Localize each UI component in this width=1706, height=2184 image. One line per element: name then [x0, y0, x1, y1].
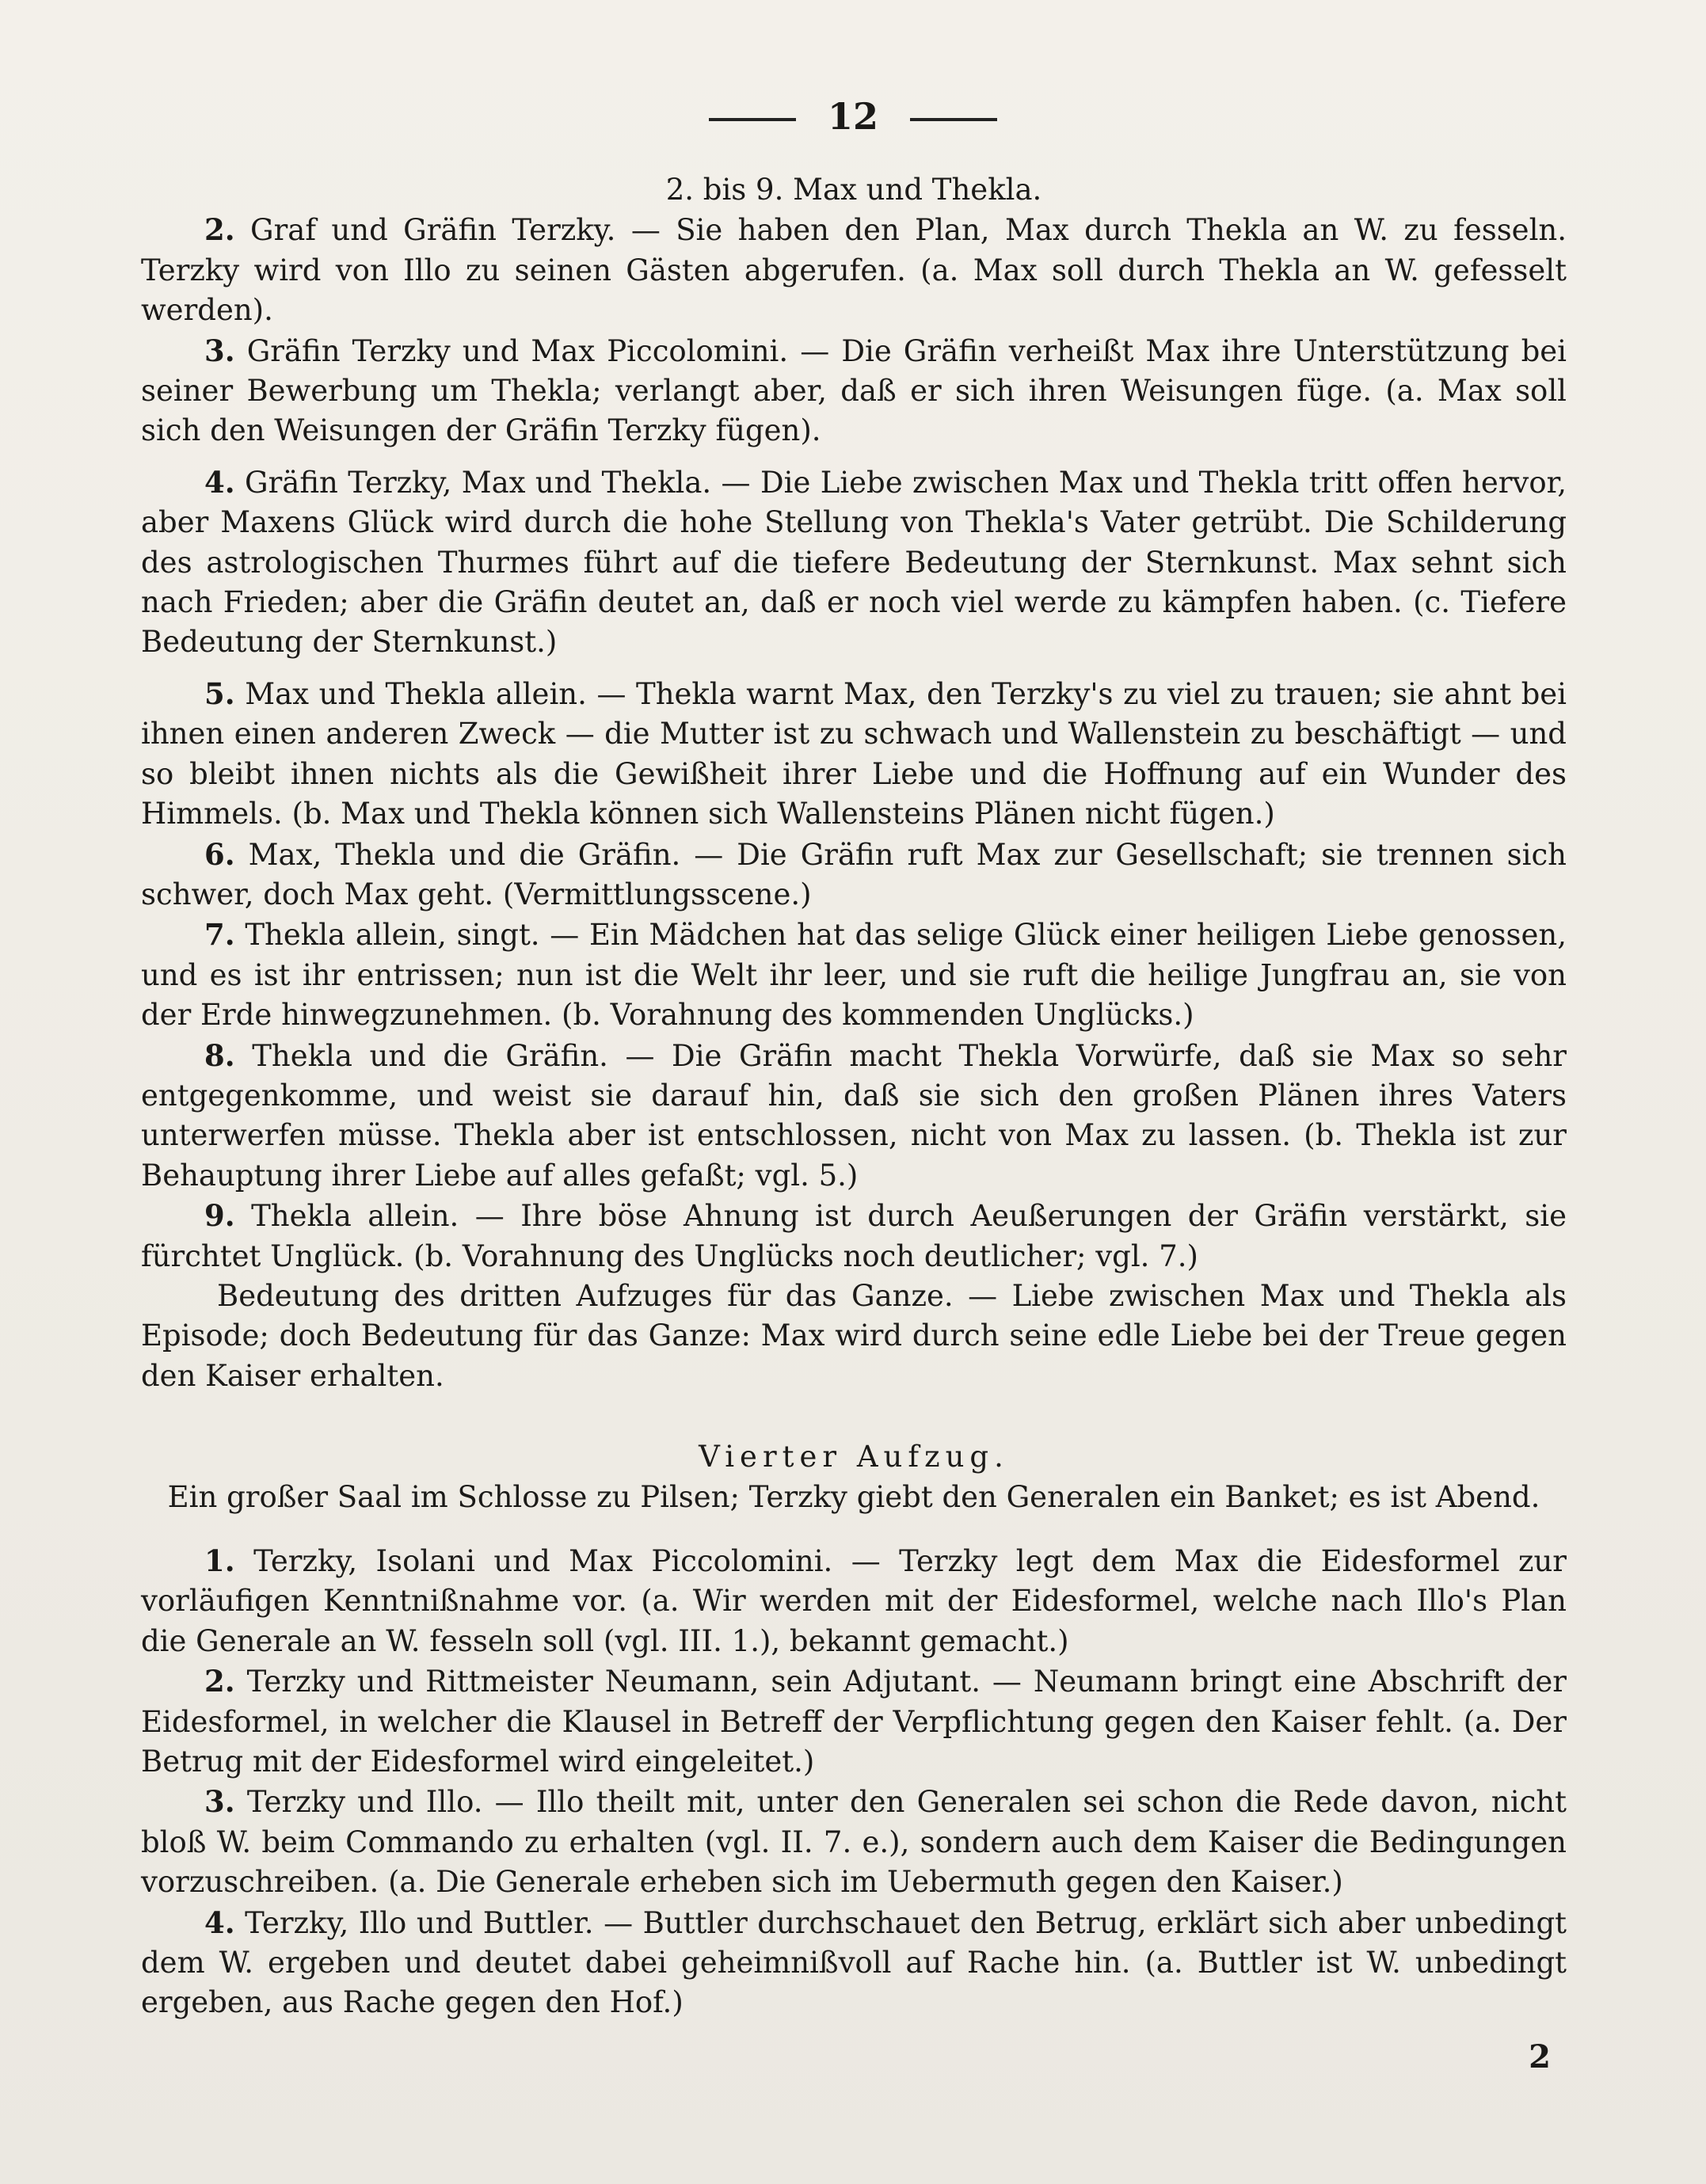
scene-number: 6. [204, 836, 235, 872]
act3-scene-range: 2. bis 9. Max und Thekla. [665, 173, 1042, 207]
body-text [141, 170, 1567, 2077]
scene-number: 2. [204, 212, 235, 248]
header-rule-left [709, 118, 796, 121]
act3-scene-2 [141, 210, 1567, 330]
scene-text: Thekla und die Gräfin. — Die Gräfin macht Thekla Vorwürfe, daß sie Max so sehr entgegenkomme, und weist sie darauf hin, daß sie sich den großen Plänen ihres Vaters unterwerfen müsse. Thekla aber ist entschlossen, nicht von Max zu lassen. (b. Thekla ist zur Behauptung ihrer Liebe auf alles gefaßt; vgl. 5.) [141, 1038, 1567, 1193]
signature-mark: 2 [1529, 2038, 1551, 2076]
scene-text: Gräfin Terzky, Max und Thekla. — Die Liebe zwischen Max und Thekla tritt offen hervor, aber Maxens Glück wird durch die hohe Stellung von Thekla's Vater getrübt. Die Schilderung des astrologischen Thurmes führt auf die tiefere Bedeutung der Sternkunst. Max sehnt sich nach Frieden; aber die Gräfin deutet an, daß er noch viel werde zu kämpfen haben. (c. Tiefere Bedeutung der Sternkunst.) [141, 465, 1567, 660]
scene-number: 7. [204, 917, 235, 953]
spacer [141, 1396, 1567, 1437]
scene-text: Terzky und Illo. — Illo theilt mit, unter den Generalen sei schon die Rede davon, nicht bloß W. beim Commando zu erhalten (vgl. II. 7. e.), sondern auch dem Kaiser die Bedingungen vorzuschreiben. (a. Die Generale erheben sich im Uebermuth gegen den Kaiser.) [141, 1785, 1567, 1900]
act3-scene-6 [141, 835, 1567, 915]
act3-scene-9 [141, 1196, 1567, 1277]
scene-number: 9. [204, 1198, 235, 1234]
scene-number: 3. [204, 333, 235, 368]
act3-significance: Bedeutung des dritten Aufzuges für das Ganze. — Liebe zwischen Max und Thekla als Episode; doch Bedeutung für das Ganze: Max wird durch seine edle Liebe bei der Treue gegen den Kaiser erhalten. [141, 1278, 1567, 1393]
scene-number: 1. [204, 1543, 235, 1578]
scene-text: Graf und Gräfin Terzky. — Sie haben den Plan, Max durch Thekla an W. zu fesseln. Terzky wird von Illo zu seinen Gästen abgerufen. (a. Max soll durch Thekla an W. gefesselt werden). [141, 213, 1567, 328]
scene-text: Gräfin Terzky und Max Piccolomini. — Die Gräfin verheißt Max ihre Unterstützung bei seiner Bewerbung um Thekla; verlangt aber, daß er sich ihren Weisungen füge. (a. Max soll sich den Weisungen der Gräfin Terzky fügen). [141, 333, 1567, 448]
page-header [0, 95, 1706, 138]
act3-scene-4 [141, 462, 1567, 663]
act4-setting: Ein großer Saal im Schlosse zu Pilsen; Terzky giebt den Generalen ein Banket; es ist Abend. [167, 1479, 1540, 1514]
scene-number: 4. [204, 464, 235, 500]
page-number: 12 [827, 95, 878, 138]
act3-scene-3 [141, 331, 1567, 451]
scene-text: Terzky, Illo und Buttler. — Buttler durchschauet den Betrug, erklärt sich aber unbedingt dem W. ergeben und deutet dabei geheimnißvoll auf Rache hin. (a. Buttler ist W. unbedingt ergeben, aus Rache gegen den Hof.) [141, 1905, 1567, 2020]
act3-scene-5 [141, 674, 1567, 835]
act3-scene-8 [141, 1036, 1567, 1197]
scene-text: Thekla allein. — Ihre böse Ahnung ist durch Aeußerungen der Gräfin verstärkt, sie fürchtet Unglück. (b. Vorahnung des Unglücks noch deutlicher; vgl. 7.) [141, 1199, 1567, 1273]
act4-scene-1 [141, 1541, 1567, 1661]
scene-number: 8. [204, 1037, 235, 1073]
spacer [141, 663, 1567, 674]
act3-scene-7 [141, 915, 1567, 1035]
scene-number: 3. [204, 1784, 235, 1820]
scene-text: Terzky, Isolani und Max Piccolomini. — Terzky legt dem Max die Eidesformel zur vorläufigen Kenntnißnahme vor. (a. Wir werden mit der Eidesformel, welche nach Illo's Plan die Generale an W. fesseln soll (vgl. III. 1.), bekannt gemacht.) [141, 1544, 1567, 1658]
scene-text: Thekla allein, singt. — Ein Mädchen hat das selige Glück einer heiligen Liebe genossen, und es ist ihr entrissen; nun ist die Welt ihr leer, und sie ruft die heilige Jungfrau an, sie von der Erde hinwegzunehmen. (b. Vorahnung des kommenden Unglücks.) [141, 918, 1567, 1033]
act4-title: Vierter Aufzug. [699, 1440, 1009, 1474]
scene-text: Max und Thekla allein. — Thekla warnt Max, den Terzky's zu viel zu trauen; sie ahnt bei ihnen einen anderen Zweck — die Mutter ist zu schwach und Wallenstein zu beschäftigt — und so bleibt ihnen nichts als die Gewißheit ihrer Liebe und die Hoffnung auf ein Wunder des Himmels. (b. Max und Thekla können sich Wallensteins Plänen nicht fügen.) [141, 676, 1567, 831]
spacer [141, 1517, 1567, 1541]
act4-scene-4 [141, 1903, 1567, 2023]
header-rule-right [910, 118, 997, 121]
act4-scene-3 [141, 1782, 1567, 1902]
scene-number: 2. [204, 1664, 235, 1699]
scene-text: Terzky und Rittmeister Neumann, sein Adjutant. — Neumann bringt eine Abschrift der Eidesformel, in welcher die Klausel in Betreff der Verpflichtung gegen den Kaiser fehlt. (a. Der Betrug mit der Eidesformel wird eingeleitet.) [141, 1665, 1567, 1779]
scene-number: 4. [204, 1904, 235, 1940]
act4-scene-2 [141, 1661, 1567, 1782]
scene-number: 5. [204, 675, 235, 711]
spacer [141, 451, 1567, 462]
scene-text: Max, Thekla und die Gräfin. — Die Gräfin ruft Max zur Gesellschaft; sie trennen sich schwer, doch Max geht. (Vermittlungsscene.) [141, 837, 1567, 911]
